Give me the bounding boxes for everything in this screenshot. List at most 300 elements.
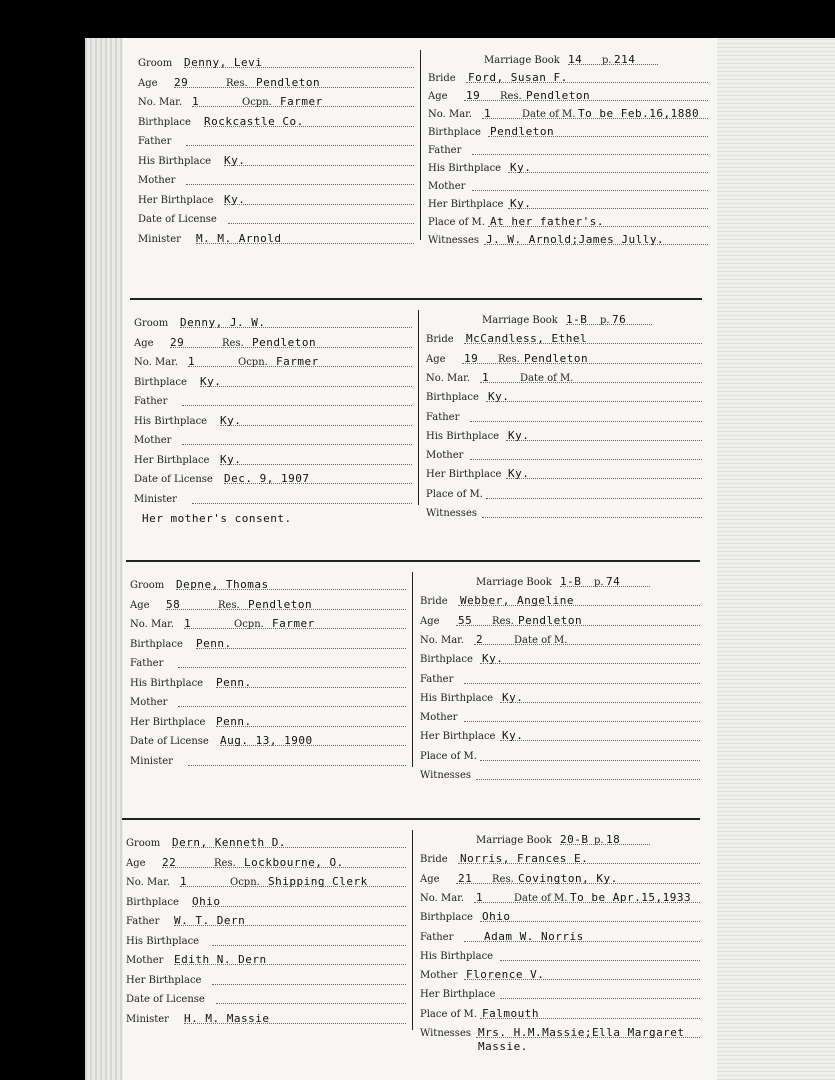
groom-row-his-birthplace	[134, 410, 412, 429]
age-label: Age	[134, 337, 154, 349]
groom-groom-value: Depne, Thomas	[176, 578, 269, 591]
marriage-book-value: 20-B	[560, 833, 589, 846]
groom-birthplace-value: Rockcastle Co.	[204, 114, 304, 128]
fill-line	[178, 667, 406, 668]
bride-row-bride	[428, 67, 708, 86]
date-of-license-label: Date of License	[138, 214, 217, 225]
page-value: 214	[614, 53, 636, 66]
fill-line	[472, 154, 708, 155]
groom-row-groom	[134, 312, 412, 331]
res-label: Res.	[498, 353, 520, 365]
groom-row-her-birthplace	[134, 449, 412, 468]
date-of-m-label: Date of M.	[522, 109, 576, 120]
father-label: Father	[426, 411, 460, 423]
bride-bride-birthplace-value: Ky.	[488, 390, 510, 404]
fill-line	[500, 960, 700, 961]
groom-minister-value: M. M. Arnold	[196, 231, 282, 245]
bride-bride-no-mar-value: 1	[482, 370, 490, 384]
place-of-m-label: Place of M.	[428, 217, 485, 229]
bride-row-place-of-m	[420, 745, 700, 764]
fill-line	[470, 421, 702, 422]
his-birthplace-label: His Birthplace	[426, 430, 500, 442]
groom-row-birthplace	[134, 371, 412, 390]
no-mar-label: No. Mar.	[420, 634, 465, 646]
mother-label: Mother	[426, 450, 464, 462]
groom-minister-value: H. M. Massie	[184, 1011, 270, 1025]
bride-place-of-m-value: Falmouth	[482, 1006, 539, 1020]
fill-line	[508, 208, 708, 209]
bride-row-no-mar	[428, 103, 708, 122]
bride-bride-res-value: Pendleton	[526, 89, 591, 102]
bride-bride-value: Ford, Susan F.	[468, 71, 568, 84]
groom-birthplace-value: Ohio	[192, 894, 221, 908]
bride-bride-his-birthplace-value: Ky.	[502, 690, 524, 704]
bride-bride-birthplace-value: Pendleton	[490, 125, 555, 139]
ocpn-label: Ocpn.	[230, 877, 260, 888]
record-divider	[130, 298, 702, 300]
fill-line	[506, 440, 702, 441]
fill-line	[186, 184, 414, 185]
his-birthplace-label: His Birthplace	[134, 415, 208, 427]
bride-row-birthplace	[420, 906, 700, 925]
birthplace-label: Birthplace	[420, 912, 473, 924]
bride-row-her-birthplace	[426, 463, 702, 482]
fill-line	[500, 998, 700, 999]
bride-row-bride	[426, 328, 702, 347]
fill-line	[188, 765, 406, 766]
groom-groom-value: Denny, Levi	[184, 56, 263, 69]
groom-his-birthplace-value: Ky.	[224, 153, 246, 167]
fill-line	[216, 1003, 406, 1004]
page-prefix: p.	[600, 315, 610, 326]
marriage-book-label: Marriage Book	[482, 315, 558, 326]
mother-label: Mother	[420, 712, 458, 724]
birthplace-label: Birthplace	[428, 127, 481, 139]
bride-bride-res-value: Pendleton	[518, 613, 583, 627]
birthplace-label: Birthplace	[134, 376, 187, 388]
page-prefix: p.	[594, 835, 604, 846]
bride-bride-no-mar-value: 2	[476, 632, 484, 646]
fill-line	[486, 498, 702, 499]
bride-row-marriage-book	[428, 49, 708, 68]
groom-row-date-of-license	[126, 988, 406, 1007]
bride-place-of-m-value: At her father's.	[490, 215, 604, 229]
res-label: Res.	[226, 77, 248, 89]
groom-res-value: Pendleton	[256, 75, 321, 89]
his-birthplace-label: His Birthplace	[420, 692, 494, 704]
groom-row-mother	[126, 949, 406, 968]
column-divider	[412, 830, 413, 1030]
bride-row-age	[428, 85, 708, 104]
fill-line	[472, 190, 708, 191]
groom-row-his-birthplace	[138, 150, 414, 169]
bride-bride-age-value: 19	[464, 351, 479, 365]
fill-line	[566, 324, 652, 325]
fill-line	[568, 64, 658, 65]
his-birthplace-label: His Birthplace	[126, 935, 200, 947]
father-label: Father	[420, 931, 454, 943]
groom-label: Groom	[126, 838, 161, 849]
groom-ocpn-value: Shipping Clerk	[268, 875, 368, 888]
groom-row-no-mar	[126, 871, 406, 890]
page-prefix: p.	[602, 55, 612, 66]
marriage-book-value: 14	[568, 53, 583, 66]
minister-label: Minister	[134, 493, 177, 505]
bride-witnesses-value: J. W. Arnold;James Jully.	[486, 233, 665, 247]
groom-groom-value: Denny, J. W.	[180, 316, 266, 329]
date-of-m-label: Date of M.	[514, 892, 568, 904]
bride-bride-his-birthplace-value: Ky.	[510, 161, 532, 175]
ocpn-label: Ocpn.	[242, 97, 272, 108]
marriage-book-label: Marriage Book	[484, 55, 560, 66]
fill-line	[220, 464, 412, 465]
date-of-license-label: Date of License	[134, 474, 213, 485]
groom-row-age	[138, 72, 414, 91]
date-of-m-label: Date of M.	[514, 634, 568, 646]
bride-date-of-m-value: To be Apr.15,1933	[570, 890, 692, 904]
groom-row-mother	[130, 691, 406, 710]
his-birthplace-label: His Birthplace	[420, 950, 494, 962]
res-label: Res.	[492, 615, 514, 627]
res-label: Res.	[222, 337, 244, 349]
groom-label: Groom	[134, 318, 169, 329]
bride-row-birthplace	[426, 386, 702, 405]
groom-age-value: 29	[174, 75, 189, 89]
bride-bride-father-value: Adam W. Norris	[484, 929, 584, 943]
groom-row-groom	[126, 832, 406, 851]
groom-row-no-mar	[138, 91, 414, 110]
bride-row-his-birthplace	[420, 687, 700, 706]
bride-row-bride	[420, 590, 700, 609]
bride-bride-value: Norris, Frances E.	[460, 852, 589, 866]
witnesses-label: Witnesses	[420, 770, 471, 782]
witnesses-label: Witnesses	[428, 235, 479, 247]
bride-label: Bride	[426, 334, 454, 346]
age-label: Age	[420, 615, 440, 627]
bride-row-place-of-m	[428, 211, 708, 230]
bride-row-birthplace	[420, 648, 700, 667]
groom-row-his-birthplace	[130, 672, 406, 691]
page-prefix: p.	[594, 577, 604, 588]
fill-line	[480, 760, 700, 761]
fill-line	[182, 405, 412, 406]
bride-bride-value: McCandless, Ethel	[466, 332, 588, 346]
groom-row-birthplace	[130, 633, 406, 652]
fill-line	[480, 663, 700, 664]
res-label: Res.	[492, 873, 514, 885]
page-value: 18	[606, 833, 621, 846]
fill-line	[506, 478, 702, 479]
groom-row-his-birthplace	[126, 930, 406, 949]
marriage-book-value: 1-B	[566, 313, 588, 326]
groom-no-mar-value: 1	[184, 617, 192, 630]
groom-row-date-of-license	[130, 730, 406, 749]
groom-his-birthplace-value: Ky.	[220, 413, 242, 427]
age-label: Age	[130, 599, 150, 611]
bride-row-bride	[420, 848, 700, 867]
bride-bride-age-value: 19	[466, 89, 481, 102]
groom-row-age	[130, 594, 406, 613]
groom-ocpn-value: Farmer	[272, 617, 315, 630]
bride-row-his-birthplace	[426, 425, 702, 444]
page-value: 76	[612, 313, 627, 326]
fill-line	[500, 702, 700, 703]
groom-res-value: Lockbourne, O.	[244, 855, 344, 869]
groom-his-birthplace-value: Penn.	[216, 675, 252, 689]
fill-line	[480, 382, 702, 383]
mother-label: Mother	[428, 181, 466, 193]
no-mar-label: No. Mar.	[138, 97, 183, 108]
fill-line	[192, 906, 406, 907]
bride-row-no-mar	[426, 367, 702, 386]
marriage-book-label: Marriage Book	[476, 835, 552, 846]
groom-birthplace-value: Ky.	[200, 374, 222, 388]
age-label: Age	[126, 857, 146, 869]
bride-date-of-m-value: To be Feb.16,1880	[578, 107, 700, 120]
her-birthplace-label: Her Birthplace	[420, 731, 496, 743]
bride-label: Bride	[420, 854, 448, 866]
groom-res-value: Pendleton	[252, 335, 317, 349]
bride-row-father	[426, 406, 702, 425]
father-label: Father	[126, 916, 160, 927]
date-of-m-label: Date of M.	[520, 372, 574, 384]
bride-bride-mother-value: Florence V.	[466, 968, 545, 982]
groom-row-age	[126, 852, 406, 871]
no-mar-label: No. Mar.	[134, 357, 179, 368]
groom-groom-value: Dern, Kenneth D.	[172, 836, 286, 849]
groom-row-date-of-license	[138, 208, 414, 227]
bride-bride-no-mar-value: 1	[484, 107, 492, 120]
her-birthplace-label: Her Birthplace	[426, 469, 502, 481]
bride-row-father	[428, 139, 708, 158]
no-mar-label: No. Mar.	[126, 877, 171, 888]
bride-row-mother	[428, 175, 708, 194]
bride-row-mother	[420, 706, 700, 725]
fill-line	[476, 779, 700, 780]
mother-label: Mother	[138, 175, 176, 186]
groom-date-of-license-value: Dec. 9, 1907	[224, 472, 310, 485]
marriage-book-label: Marriage Book	[476, 577, 552, 588]
groom-row-mother	[134, 429, 412, 448]
his-birthplace-label: His Birthplace	[138, 155, 212, 167]
groom-ocpn-value: Farmer	[280, 95, 323, 108]
bride-row-his-birthplace	[428, 157, 708, 176]
fill-line	[464, 721, 700, 722]
groom-row-her-birthplace	[130, 711, 406, 730]
bride-row-mother	[420, 964, 700, 983]
bride-row-age	[420, 868, 700, 887]
bride-bride-age-value: 55	[458, 613, 473, 627]
groom-row-father	[138, 130, 414, 149]
bride-row-marriage-book	[420, 571, 700, 590]
bride-row-witnesses	[426, 502, 702, 521]
fill-line	[224, 204, 414, 205]
mother-label: Mother	[130, 697, 168, 708]
birthplace-label: Birthplace	[130, 638, 183, 650]
groom-row-her-birthplace	[138, 189, 414, 208]
record-divider	[126, 560, 700, 562]
groom-age-value: 29	[170, 335, 185, 349]
bride-bride-birthplace-value: Ohio	[482, 910, 511, 924]
fill-line	[228, 223, 414, 224]
groom-row-birthplace	[138, 111, 414, 130]
father-label: Father	[428, 145, 462, 157]
her-birthplace-label: Her Birthplace	[134, 454, 210, 466]
fill-line	[192, 503, 412, 504]
bride-label: Bride	[428, 73, 456, 84]
groom-row-date-of-license	[134, 468, 412, 487]
groom-age-value: 22	[162, 855, 177, 869]
groom-row-groom	[138, 52, 414, 71]
her-birthplace-label: Her Birthplace	[428, 199, 504, 211]
minister-label: Minister	[126, 1013, 169, 1025]
groom-row-father	[130, 652, 406, 671]
his-birthplace-label: His Birthplace	[428, 163, 502, 175]
fill-line	[212, 984, 406, 985]
place-of-m-label: Place of M.	[420, 750, 477, 762]
bride-row-age	[426, 348, 702, 367]
groom-row-no-mar	[130, 613, 406, 632]
bride-bride-res-value: Pendleton	[524, 351, 589, 365]
bride-row-mother	[426, 444, 702, 463]
fill-line	[480, 921, 700, 922]
bride-row-no-mar	[420, 629, 700, 648]
groom-mother-value: Edith N. Dern	[174, 953, 267, 966]
no-mar-label: No. Mar.	[426, 372, 471, 384]
groom-no-mar-value: 1	[188, 355, 196, 368]
fill-line	[474, 644, 700, 645]
his-birthplace-label: His Birthplace	[130, 677, 204, 689]
age-label: Age	[428, 91, 448, 102]
fill-line	[500, 740, 700, 741]
fill-line	[182, 444, 412, 445]
page-value: 74	[606, 575, 621, 588]
groom-row-groom	[130, 574, 406, 593]
res-label: Res.	[500, 91, 522, 102]
groom-row-age	[134, 332, 412, 351]
bride-row-marriage-book	[420, 829, 700, 848]
place-of-m-label: Place of M.	[426, 488, 483, 500]
groom-row-minister	[126, 1008, 406, 1027]
groom-her-birthplace-value: Penn.	[216, 714, 252, 728]
father-label: Father	[138, 136, 172, 147]
groom-age-value: 58	[166, 597, 181, 611]
place-of-m-label: Place of M.	[420, 1008, 477, 1020]
bride-row-his-birthplace	[420, 945, 700, 964]
bride-row-her-birthplace	[428, 193, 708, 212]
groom-row-father	[126, 910, 406, 929]
bride-bride-value: Webber, Angeline	[460, 594, 574, 608]
scan-margin-right	[717, 38, 835, 1080]
minister-label: Minister	[138, 233, 181, 245]
groom-label: Groom	[130, 580, 165, 591]
ocpn-label: Ocpn.	[234, 619, 264, 630]
groom-row-mother	[138, 169, 414, 188]
bride-row-witnesses	[428, 229, 708, 248]
bride-label: Bride	[420, 596, 448, 608]
column-divider	[418, 310, 419, 505]
birthplace-label: Birthplace	[126, 896, 179, 908]
fill-line	[220, 425, 412, 426]
groom-row-her-birthplace	[126, 969, 406, 988]
bride-bride-her-birthplace-value: Ky.	[510, 197, 532, 211]
groom-no-mar-value: 1	[180, 875, 188, 888]
bride-row-birthplace	[428, 121, 708, 140]
bride-bride-res-value: Covington, Ky.	[518, 871, 618, 885]
fill-line	[486, 401, 702, 402]
groom-date-of-license-value: Aug. 13, 1900	[220, 734, 313, 747]
res-label: Res.	[214, 857, 236, 869]
column-divider	[412, 572, 413, 767]
bride-bride-his-birthplace-value: Ky.	[508, 428, 530, 442]
bride-row-father	[420, 926, 700, 945]
fill-line	[224, 165, 414, 166]
bride-row-no-mar	[420, 887, 700, 906]
fill-line	[464, 683, 700, 684]
bride-row-her-birthplace	[420, 983, 700, 1002]
groom-row-minister	[130, 750, 406, 769]
ocpn-label: Ocpn.	[238, 357, 268, 368]
bride-row-place-of-m	[426, 483, 702, 502]
bride-witnesses-value: Mrs. H.M.Massie;Ella Margaret Massie.	[478, 1026, 685, 1054]
fill-line	[186, 145, 414, 146]
fill-line	[560, 844, 650, 845]
groom-row-no-mar	[134, 351, 412, 370]
groom-row-minister	[138, 228, 414, 247]
bride-row-her-birthplace	[420, 725, 700, 744]
groom-row-minister	[134, 488, 412, 507]
bride-bride-birthplace-value: Ky.	[482, 652, 504, 666]
groom-res-value: Pendleton	[248, 597, 313, 611]
mother-label: Mother	[126, 955, 164, 966]
scan-margin-left	[85, 38, 123, 1080]
no-mar-label: No. Mar.	[130, 619, 175, 630]
her-birthplace-label: Her Birthplace	[130, 716, 206, 728]
birthplace-label: Birthplace	[420, 654, 473, 666]
fill-line	[470, 459, 702, 460]
witnesses-label: Witnesses	[426, 508, 477, 520]
age-label: Age	[426, 353, 446, 365]
fill-line	[508, 172, 708, 173]
witnesses-label: Witnesses	[420, 1028, 471, 1040]
groom-row-birthplace	[126, 891, 406, 910]
her-birthplace-label: Her Birthplace	[138, 194, 214, 206]
birthplace-label: Birthplace	[138, 116, 191, 128]
her-birthplace-label: Her Birthplace	[126, 974, 202, 986]
marriage-book-value: 1-B	[560, 575, 582, 588]
groom-birthplace-value: Penn.	[196, 636, 232, 650]
bride-row-father	[420, 668, 700, 687]
her-birthplace-label: Her Birthplace	[420, 989, 496, 1001]
minister-label: Minister	[130, 755, 173, 767]
no-mar-label: No. Mar.	[428, 109, 473, 120]
groom-her-birthplace-value: Ky.	[224, 192, 246, 206]
age-label: Age	[138, 77, 158, 89]
date-of-license-label: Date of License	[126, 994, 205, 1005]
bride-bride-her-birthplace-value: Ky.	[502, 729, 524, 743]
age-label: Age	[420, 873, 440, 885]
record-note: Her mother's consent.	[142, 512, 292, 525]
bride-row-marriage-book	[426, 309, 702, 328]
no-mar-label: No. Mar.	[420, 892, 465, 904]
fill-line	[482, 517, 702, 518]
groom-no-mar-value: 1	[192, 95, 200, 108]
groom-row-father	[134, 390, 412, 409]
bride-bride-age-value: 21	[458, 871, 473, 885]
groom-father-value: W. T. Dern	[174, 914, 246, 927]
fill-line	[178, 706, 406, 707]
father-label: Father	[420, 673, 454, 685]
